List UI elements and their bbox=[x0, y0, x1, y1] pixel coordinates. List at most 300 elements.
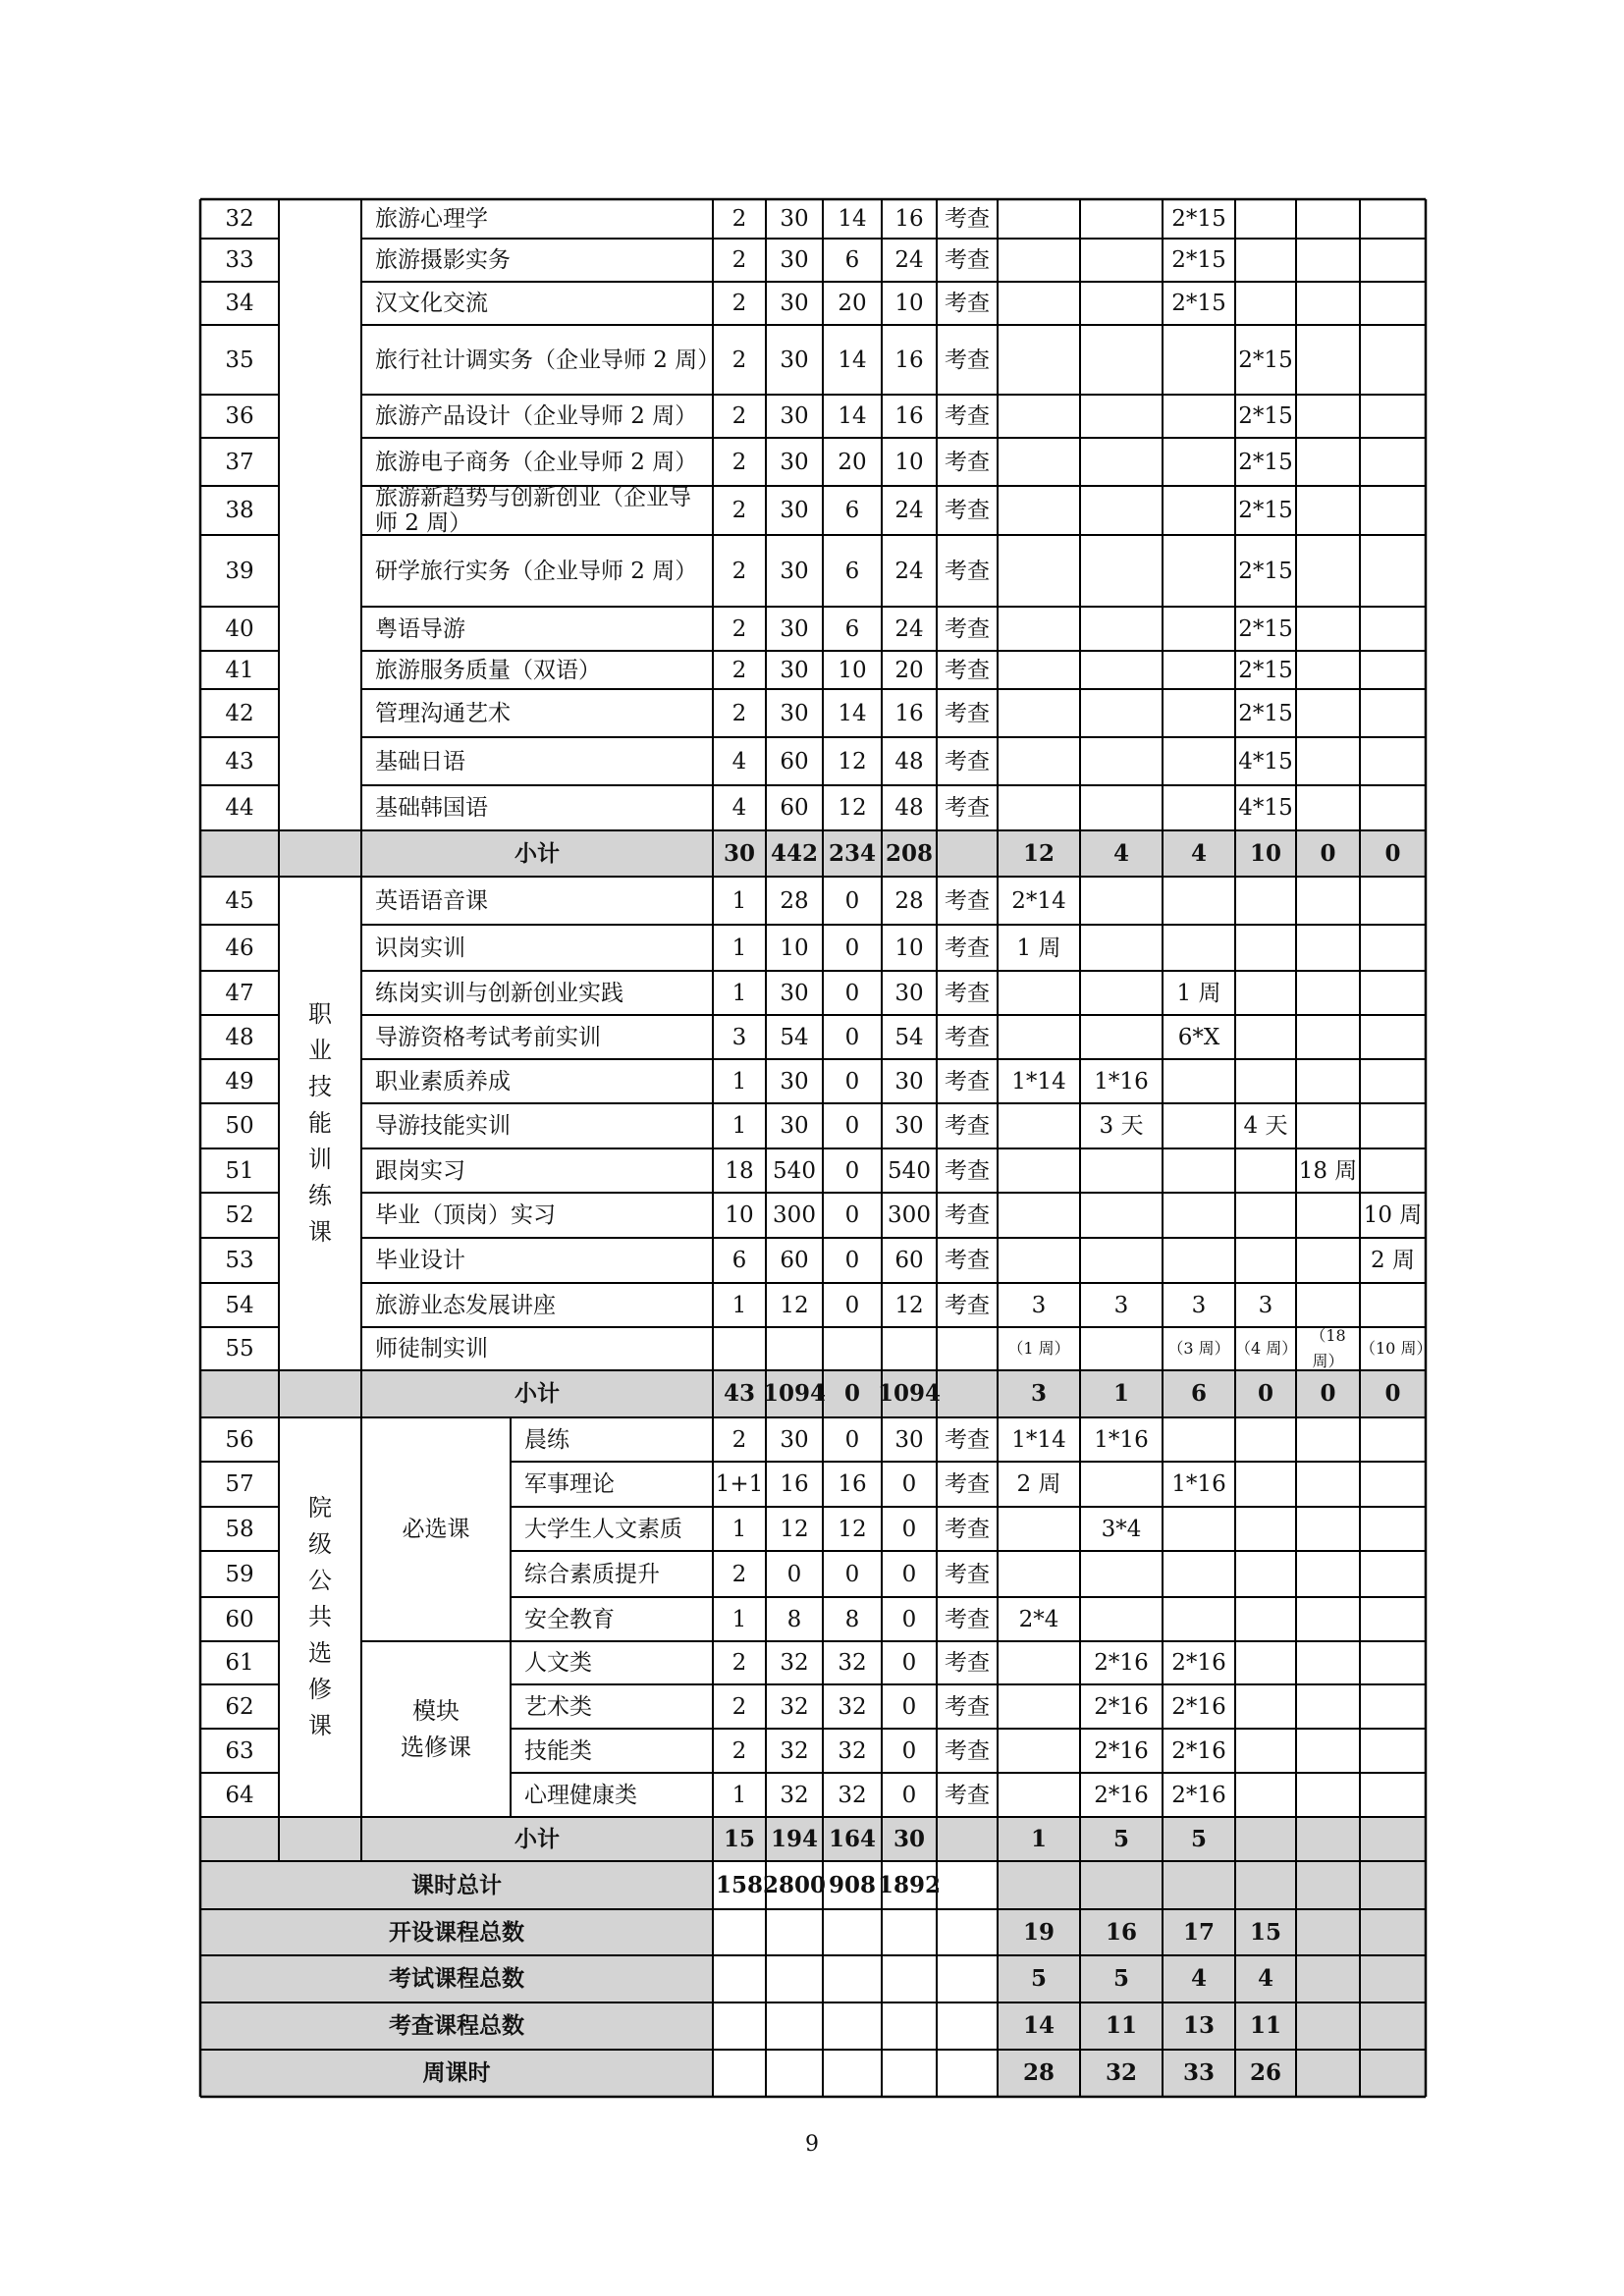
semester-cell bbox=[1080, 1462, 1163, 1507]
row-number: 35 bbox=[225, 347, 254, 373]
theory-hours-cell bbox=[823, 1327, 882, 1370]
theory-hours-cell: 32 bbox=[838, 1782, 867, 1808]
practice-hours-cell: 16 bbox=[894, 206, 924, 232]
semester-cell bbox=[1080, 282, 1163, 325]
practice-hours-cell: 24 bbox=[894, 558, 924, 584]
semester-cell bbox=[1296, 1193, 1360, 1238]
semester-cell bbox=[1235, 877, 1296, 925]
shaded-row-bg bbox=[200, 830, 279, 877]
hours-cell: 12 bbox=[780, 1292, 809, 1318]
assessment-cell: 考查 bbox=[945, 558, 990, 584]
credit-cell: 1 bbox=[731, 1113, 747, 1139]
credit-cell bbox=[713, 1909, 766, 1955]
semester-cell bbox=[1080, 395, 1163, 438]
practice-hours-cell: 30 bbox=[894, 980, 924, 1006]
semester-cell: 3 bbox=[1258, 1292, 1273, 1318]
semester-cell: 10 周 bbox=[1363, 1202, 1423, 1228]
theory-hours-cell: 14 bbox=[838, 403, 867, 429]
semester-cell bbox=[1235, 1462, 1296, 1507]
semester-cell bbox=[1163, 486, 1235, 535]
semester-cell bbox=[998, 651, 1080, 689]
total-label: 考试课程总数 bbox=[389, 1965, 524, 1992]
semester-cell bbox=[1296, 486, 1360, 535]
semester-cell bbox=[1163, 651, 1235, 689]
semester-cell bbox=[1296, 1955, 1360, 2002]
semester-cell bbox=[1296, 2050, 1360, 2097]
theory-hours-cell: 32 bbox=[838, 1650, 867, 1676]
hours-cell: 8 bbox=[786, 1606, 802, 1632]
total-label: 课时总计 bbox=[411, 1871, 502, 1898]
practice-hours-cell: 20 bbox=[894, 657, 924, 683]
hours-cell: 28 bbox=[780, 887, 809, 914]
practice-hours-cell: 0 bbox=[901, 1650, 917, 1676]
theory-hours-cell: 32 bbox=[838, 1737, 867, 1764]
assessment-cell: 考查 bbox=[945, 887, 990, 914]
semester-cell bbox=[1296, 689, 1360, 737]
hours-cell: 30 bbox=[780, 700, 809, 726]
semester-cell bbox=[1296, 1684, 1360, 1729]
credit-cell: 2 bbox=[731, 247, 747, 273]
subtotal-label: 小计 bbox=[514, 1380, 560, 1407]
semester-cell bbox=[1296, 1729, 1360, 1773]
row-number: 47 bbox=[225, 980, 254, 1006]
semester-cell: 1*16 bbox=[1171, 1471, 1226, 1497]
credit-cell: 30 bbox=[723, 839, 755, 867]
hours-cell: 30 bbox=[780, 1068, 809, 1095]
practice-hours-cell: 24 bbox=[894, 247, 924, 273]
semester-cell bbox=[1163, 395, 1235, 438]
practice-hours-cell: 0 bbox=[901, 1606, 917, 1632]
credit-cell: 2 bbox=[731, 657, 747, 683]
semester-cell bbox=[1235, 1684, 1296, 1729]
theory-hours-cell: 0 bbox=[844, 1561, 860, 1587]
credit-cell: 2 bbox=[731, 403, 747, 429]
semester-cell: 0 bbox=[1320, 1380, 1336, 1407]
hours-cell: 30 bbox=[780, 980, 809, 1006]
row-number: 36 bbox=[225, 403, 254, 429]
row-number: 56 bbox=[225, 1426, 254, 1453]
row-number: 60 bbox=[225, 1606, 254, 1632]
semester-cell: 1 bbox=[1030, 1825, 1047, 1852]
semester-cell: 2*16 bbox=[1171, 1693, 1226, 1720]
semester-cell bbox=[998, 325, 1080, 395]
semester-cell bbox=[1296, 199, 1360, 239]
hours-cell: 60 bbox=[780, 748, 809, 774]
semester-cell: 3 bbox=[1030, 1380, 1047, 1407]
theory-hours-cell: 8 bbox=[844, 1606, 860, 1632]
hours-cell: 32 bbox=[780, 1693, 809, 1720]
hours-cell: 30 bbox=[780, 1426, 809, 1453]
semester-cell: 2*14 bbox=[1011, 887, 1066, 914]
assessment-cell: 考查 bbox=[945, 1113, 990, 1139]
semester-cell bbox=[998, 1551, 1080, 1597]
semester-cell bbox=[1360, 486, 1426, 535]
practice-hours-cell: 1892 bbox=[878, 1871, 942, 1898]
credit-cell bbox=[713, 1327, 766, 1370]
credit-cell: 2 bbox=[731, 558, 747, 584]
semester-cell bbox=[1296, 607, 1360, 651]
credit-cell: 4 bbox=[731, 748, 747, 774]
semester-cell bbox=[1296, 1861, 1360, 1909]
course-name: 旅游业态发展讲座 bbox=[375, 1292, 556, 1318]
semester-cell bbox=[998, 1015, 1080, 1059]
semester-cell bbox=[1163, 1597, 1235, 1641]
semester-cell bbox=[1360, 1417, 1426, 1462]
assessment-cell: 考查 bbox=[945, 347, 990, 373]
semester-cell: 32 bbox=[1105, 2059, 1137, 2086]
course-name: 导游资格考试考前实训 bbox=[375, 1024, 601, 1050]
assessment-cell: 考查 bbox=[945, 1292, 990, 1318]
assessment-cell: 考查 bbox=[945, 1426, 990, 1453]
hours-cell: 30 bbox=[780, 347, 809, 373]
semester-cell bbox=[1360, 1773, 1426, 1817]
semester-cell bbox=[1080, 785, 1163, 830]
semester-cell: 0 bbox=[1257, 1380, 1273, 1407]
practice-hours-cell: 0 bbox=[901, 1561, 917, 1587]
semester-cell bbox=[1360, 737, 1426, 785]
credit-cell: 2 bbox=[731, 1650, 747, 1676]
semester-cell: 11 bbox=[1105, 2012, 1137, 2039]
semester-cell bbox=[1360, 1283, 1426, 1327]
course-name: 跟岗实习 bbox=[375, 1157, 465, 1184]
row-number: 44 bbox=[225, 795, 254, 821]
practice-hours-cell: 30 bbox=[893, 1825, 925, 1852]
semester-cell: 4 bbox=[1190, 839, 1207, 867]
row-number: 49 bbox=[225, 1068, 254, 1095]
credit-cell: 2 bbox=[731, 1426, 747, 1453]
semester-cell: 1 周 bbox=[1176, 980, 1221, 1006]
semester-cell bbox=[1296, 651, 1360, 689]
semester-cell bbox=[1163, 877, 1235, 925]
semester-cell: 33 bbox=[1182, 2059, 1215, 2086]
assessment-cell: 考查 bbox=[945, 1737, 990, 1764]
semester-cell: 2*16 bbox=[1094, 1650, 1149, 1676]
assessment-cell: 考查 bbox=[945, 403, 990, 429]
row-number: 33 bbox=[225, 247, 254, 273]
semester-cell bbox=[1080, 325, 1163, 395]
semester-cell bbox=[998, 1684, 1080, 1729]
hours-cell: 60 bbox=[780, 795, 809, 821]
semester-cell bbox=[1163, 325, 1235, 395]
course-name: 艺术类 bbox=[524, 1693, 592, 1720]
semester-cell bbox=[1163, 1417, 1235, 1462]
semester-cell bbox=[1163, 925, 1235, 971]
total-label: 考查课程总数 bbox=[389, 2012, 524, 2039]
theory-hours-cell: 0 bbox=[844, 1202, 860, 1228]
semester-cell bbox=[1360, 535, 1426, 607]
credit-cell bbox=[713, 1955, 766, 2002]
course-name: 旅游服务质量（双语） bbox=[375, 657, 601, 683]
assessment-cell: 考查 bbox=[945, 934, 990, 961]
theory-hours-cell: 14 bbox=[838, 700, 867, 726]
semester-cell bbox=[1235, 1817, 1296, 1861]
semester-cell bbox=[1360, 1059, 1426, 1103]
semester-cell bbox=[998, 1238, 1080, 1283]
hours-cell: 30 bbox=[780, 449, 809, 475]
shaded-row-bg bbox=[279, 830, 361, 877]
semester-cell: 2*15 bbox=[1238, 449, 1293, 475]
required-courses-label: 必选课 bbox=[402, 1517, 470, 1542]
assessment-cell bbox=[937, 1327, 998, 1370]
practice-hours-cell: 0 bbox=[901, 1471, 917, 1497]
hours-cell: 32 bbox=[780, 1650, 809, 1676]
semester-cell bbox=[1235, 1507, 1296, 1551]
assessment-cell: 考查 bbox=[945, 1024, 990, 1050]
semester-cell: 2*4 bbox=[1018, 1606, 1059, 1632]
course-name: 旅游电子商务（企业导师 2 周） bbox=[375, 449, 698, 475]
semester-cell bbox=[1360, 1551, 1426, 1597]
practice-hours-cell: 0 bbox=[901, 1737, 917, 1764]
practice-hours-cell: 16 bbox=[894, 700, 924, 726]
hours-cell: 60 bbox=[780, 1248, 809, 1273]
theory-hours-cell: 0 bbox=[844, 1157, 860, 1184]
row-number: 48 bbox=[225, 1024, 254, 1050]
semester-cell bbox=[1080, 689, 1163, 737]
course-name: 汉文化交流 bbox=[375, 291, 488, 316]
credit-cell: 3 bbox=[731, 1024, 747, 1050]
theory-hours-cell: 10 bbox=[838, 657, 867, 683]
semester-cell bbox=[998, 535, 1080, 607]
practice-hours-cell: 30 bbox=[894, 1068, 924, 1095]
semester-cell bbox=[998, 486, 1080, 535]
hours-cell bbox=[766, 1327, 823, 1370]
assessment-cell: 考查 bbox=[945, 206, 990, 232]
theory-hours-cell: 12 bbox=[838, 1516, 867, 1542]
semester-cell bbox=[1296, 1238, 1360, 1283]
practice-hours-cell: 540 bbox=[888, 1157, 931, 1184]
credit-cell: 2 bbox=[731, 1561, 747, 1587]
credit-cell: 1 bbox=[731, 1606, 747, 1632]
semester-cell: 2*15 bbox=[1238, 615, 1293, 642]
semester-cell bbox=[1360, 1507, 1426, 1551]
credit-cell bbox=[713, 2050, 766, 2097]
theory-hours-cell: 234 bbox=[828, 839, 876, 867]
semester-cell: 3 bbox=[1031, 1292, 1047, 1318]
theory-hours-cell: 6 bbox=[844, 247, 860, 273]
semester-cell: 4 bbox=[1257, 1965, 1273, 1992]
practice-hours-cell bbox=[882, 2002, 937, 2050]
semester-cell bbox=[1360, 651, 1426, 689]
theory-hours-cell: 0 bbox=[844, 980, 860, 1006]
semester-cell bbox=[1080, 1015, 1163, 1059]
semester-cell: 17 bbox=[1182, 1918, 1215, 1946]
semester-cell: 5 bbox=[1190, 1825, 1207, 1852]
semester-cell: 2*15 bbox=[1171, 247, 1226, 273]
semester-cell bbox=[1163, 1507, 1235, 1551]
theory-hours-cell: 32 bbox=[838, 1693, 867, 1720]
practice-hours-cell: 54 bbox=[894, 1024, 924, 1050]
credit-cell: 1 bbox=[731, 1292, 747, 1318]
credit-cell: 2 bbox=[731, 1737, 747, 1764]
practice-hours-cell: 24 bbox=[894, 615, 924, 642]
practice-hours-cell: 28 bbox=[894, 887, 924, 914]
assessment-cell: 考查 bbox=[945, 1516, 990, 1542]
semester-cell: 5 bbox=[1112, 1825, 1129, 1852]
total-label: 开设课程总数 bbox=[389, 1918, 524, 1946]
semester-cell bbox=[1296, 1551, 1360, 1597]
semester-cell bbox=[1296, 1817, 1360, 1861]
theory-hours-cell bbox=[823, 1909, 882, 1955]
semester-cell bbox=[1235, 1059, 1296, 1103]
semester-cell bbox=[1235, 199, 1296, 239]
group-label-vocational-skills: 职 业 技 能 训 练 课 bbox=[308, 1000, 332, 1246]
credit-cell: 1 bbox=[731, 1782, 747, 1808]
semester-cell bbox=[1360, 239, 1426, 282]
practice-hours-cell: 30 bbox=[894, 1113, 924, 1139]
row-number: 61 bbox=[225, 1650, 254, 1676]
credit-cell: 2 bbox=[731, 498, 747, 523]
semester-cell bbox=[1080, 1327, 1163, 1370]
semester-cell bbox=[998, 689, 1080, 737]
semester-cell: 11 bbox=[1249, 2012, 1281, 2039]
credit-cell: 158 bbox=[715, 1871, 763, 1898]
semester-cell bbox=[1235, 1193, 1296, 1238]
semester-cell bbox=[1163, 438, 1235, 486]
credit-cell: 2 bbox=[731, 206, 747, 232]
practice-hours-cell: 10 bbox=[894, 449, 924, 475]
assessment-cell: 考查 bbox=[945, 615, 990, 642]
semester-cell bbox=[1296, 535, 1360, 607]
semester-cell bbox=[1163, 1238, 1235, 1283]
semester-cell bbox=[998, 971, 1080, 1015]
credit-cell: 6 bbox=[731, 1248, 747, 1273]
row-number: 53 bbox=[225, 1248, 254, 1273]
semester-cell bbox=[1235, 1729, 1296, 1773]
course-name: 练岗实训与创新创业实践 bbox=[375, 980, 623, 1006]
course-name: 基础日语 bbox=[375, 748, 465, 774]
semester-cell: 18 周 bbox=[1298, 1157, 1358, 1184]
theory-hours-cell: 20 bbox=[838, 449, 867, 475]
theory-hours-cell: 6 bbox=[844, 498, 860, 523]
semester-cell bbox=[1163, 1103, 1235, 1148]
semester-cell: 2 周 bbox=[1016, 1471, 1061, 1497]
hours-cell: 442 bbox=[770, 839, 818, 867]
semester-cell bbox=[1296, 877, 1360, 925]
semester-cell bbox=[1163, 1193, 1235, 1238]
semester-cell bbox=[1296, 971, 1360, 1015]
semester-cell bbox=[1235, 1417, 1296, 1462]
practice-hours-cell: 10 bbox=[894, 934, 924, 961]
semester-cell: 6*X bbox=[1177, 1024, 1220, 1050]
theory-hours-cell bbox=[823, 2002, 882, 2050]
semester-cell: 2*16 bbox=[1094, 1693, 1149, 1720]
course-name: 研学旅行实务（企业导师 2 周） bbox=[375, 558, 698, 584]
semester-cell bbox=[1163, 1148, 1235, 1193]
module-electives-label: 模块 选修课 bbox=[401, 1696, 471, 1761]
practice-hours-cell: 300 bbox=[888, 1202, 931, 1228]
semester-cell bbox=[1080, 925, 1163, 971]
semester-cell bbox=[998, 1773, 1080, 1817]
semester-cell: 2*15 bbox=[1171, 206, 1226, 232]
credit-cell bbox=[713, 2002, 766, 2050]
semester-cell: 12 bbox=[1022, 839, 1055, 867]
semester-cell: 3 天 bbox=[1099, 1113, 1144, 1139]
semester-cell bbox=[998, 199, 1080, 239]
semester-cell bbox=[1080, 486, 1163, 535]
semester-cell: 3 bbox=[1113, 1292, 1129, 1318]
semester-cell bbox=[1080, 651, 1163, 689]
practice-hours-cell: 0 bbox=[901, 1782, 917, 1808]
course-name: 心理健康类 bbox=[524, 1782, 637, 1808]
row-number: 41 bbox=[225, 657, 254, 683]
semester-cell: （18 周） bbox=[1310, 1326, 1346, 1370]
semester-cell bbox=[1360, 689, 1426, 737]
hours-cell: 30 bbox=[780, 558, 809, 584]
semester-cell bbox=[1360, 2050, 1426, 2097]
theory-hours-cell: 0 bbox=[844, 1426, 860, 1453]
credit-cell: 2 bbox=[731, 347, 747, 373]
semester-cell bbox=[1360, 785, 1426, 830]
course-name: 英语语音课 bbox=[375, 887, 488, 914]
semester-cell bbox=[1296, 1417, 1360, 1462]
credit-cell: 2 bbox=[731, 615, 747, 642]
semester-cell bbox=[1163, 607, 1235, 651]
semester-cell bbox=[1360, 925, 1426, 971]
hours-cell: 540 bbox=[773, 1157, 816, 1184]
assessment-cell: 考查 bbox=[945, 795, 990, 821]
semester-cell bbox=[1235, 925, 1296, 971]
assessment-cell: 考查 bbox=[945, 247, 990, 273]
theory-hours-cell: 0 bbox=[844, 934, 860, 961]
credit-cell: 10 bbox=[725, 1202, 754, 1228]
practice-hours-cell: 30 bbox=[894, 1426, 924, 1453]
semester-cell bbox=[1296, 1641, 1360, 1684]
semester-cell bbox=[1360, 971, 1426, 1015]
semester-cell: （3 周） bbox=[1167, 1339, 1230, 1358]
semester-cell bbox=[1360, 607, 1426, 651]
semester-cell bbox=[1163, 737, 1235, 785]
semester-cell bbox=[1080, 1597, 1163, 1641]
semester-cell bbox=[1296, 737, 1360, 785]
assessment-cell: 考查 bbox=[945, 1248, 990, 1273]
semester-cell bbox=[1080, 438, 1163, 486]
row-number: 62 bbox=[225, 1693, 254, 1720]
group-label-public-electives: 院 级 公 共 选 修 课 bbox=[308, 1494, 332, 1739]
semester-cell bbox=[1296, 1909, 1360, 1955]
row-number: 59 bbox=[225, 1561, 254, 1587]
page-number: 9 bbox=[805, 2132, 819, 2157]
course-name: 毕业（顶岗）实习 bbox=[375, 1202, 556, 1228]
semester-cell bbox=[1163, 535, 1235, 607]
hours-cell: 30 bbox=[780, 403, 809, 429]
semester-cell bbox=[1296, 1103, 1360, 1148]
course-name: 粤语导游 bbox=[375, 615, 465, 642]
hours-cell bbox=[766, 2050, 823, 2097]
credit-cell: 2 bbox=[731, 291, 747, 316]
course-name: 旅游新趋势与创新创业（企业导师 2 周） bbox=[375, 485, 691, 536]
hours-cell bbox=[766, 2002, 823, 2050]
semester-cell bbox=[1080, 1861, 1163, 1909]
course-name: 旅游产品设计（企业导师 2 周） bbox=[375, 403, 698, 429]
semester-cell bbox=[1080, 1238, 1163, 1283]
semester-cell bbox=[1296, 1015, 1360, 1059]
hours-cell: 30 bbox=[780, 615, 809, 642]
semester-cell bbox=[1360, 325, 1426, 395]
hours-cell: 32 bbox=[780, 1737, 809, 1764]
semester-cell bbox=[1163, 689, 1235, 737]
assessment-cell: 考查 bbox=[945, 1157, 990, 1184]
semester-cell: 4 天 bbox=[1243, 1113, 1288, 1139]
semester-cell: 1 周 bbox=[1016, 934, 1061, 961]
assessment-cell: 考查 bbox=[945, 498, 990, 523]
theory-hours-cell: 12 bbox=[838, 748, 867, 774]
hours-cell bbox=[766, 1955, 823, 2002]
semester-cell: 2*15 bbox=[1171, 291, 1226, 316]
semester-cell bbox=[1235, 1015, 1296, 1059]
semester-cell: 1 bbox=[1112, 1380, 1129, 1407]
semester-cell: 2 周 bbox=[1371, 1248, 1415, 1273]
semester-cell: 0 bbox=[1384, 1380, 1401, 1407]
